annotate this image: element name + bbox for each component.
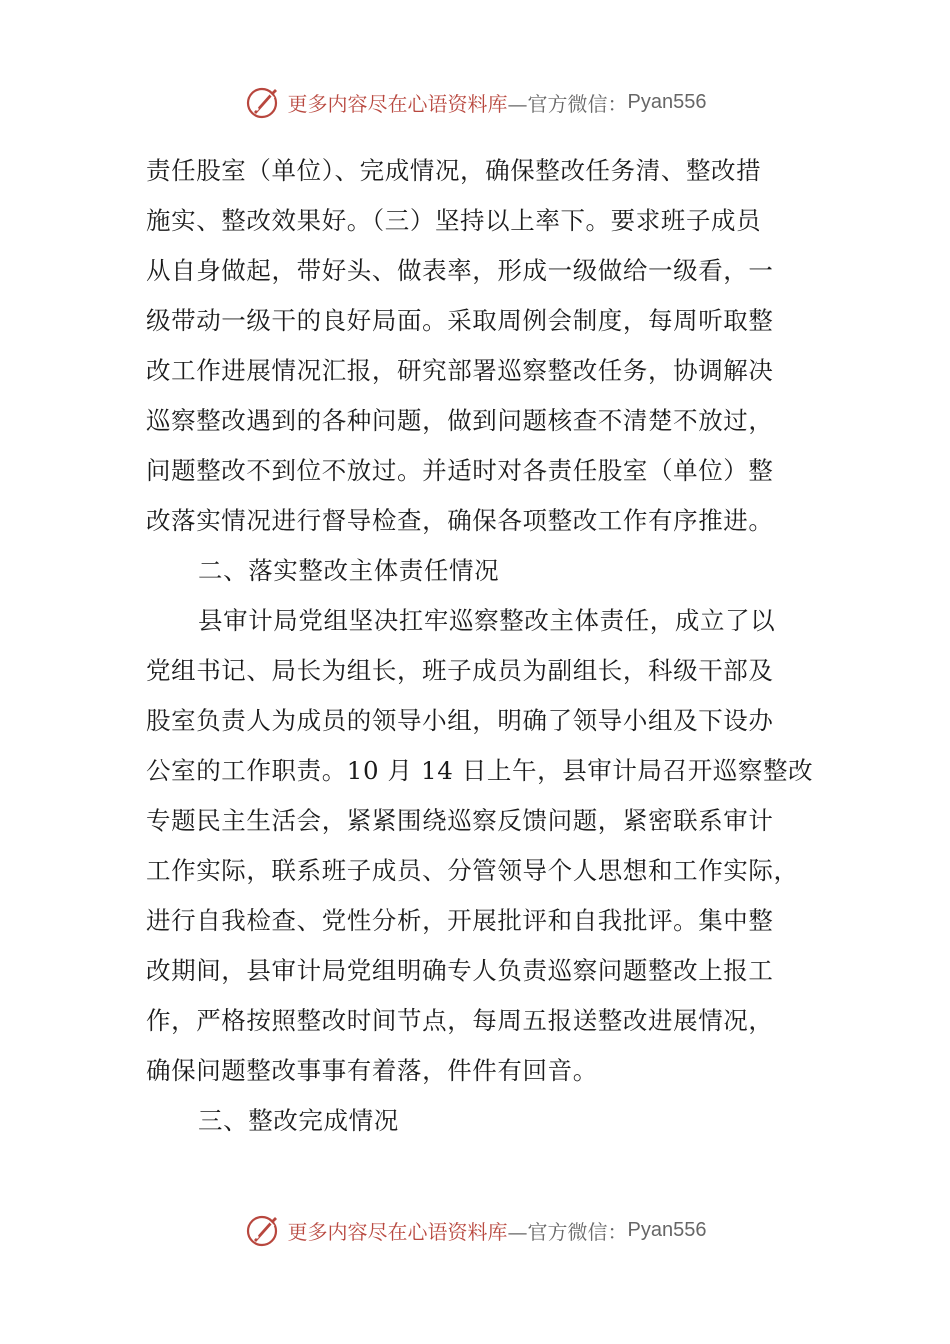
body-line-14: 专题民主生活会，紧紧围绕巡察反馈问题，紧密联系审计 xyxy=(146,806,774,835)
body-line-1: 责任股室（单位）、完成情况，确保整改任务清、整改措 xyxy=(146,156,762,185)
pen-nib-logo-icon xyxy=(244,82,284,122)
body-line-4: 级带动一级干的良好局面。采取周例会制度，每周听取整 xyxy=(146,306,774,335)
footer-wechat-id: Pyan556 xyxy=(627,1218,707,1241)
body-line-8: 改落实情况进行督导检查，确保各项整改工作有序推进。 xyxy=(146,506,774,535)
body-line-19: 确保问题整改事事有着落，件件有回音。 xyxy=(146,1056,598,1085)
body-line-12: 股室负责人为成员的领导小组，明确了领导小组及下设办 xyxy=(146,706,774,735)
header-banner xyxy=(0,80,950,124)
body-line-2: 施实、整改效果好。（三）坚持以上率下。要求班子成员 xyxy=(146,206,762,235)
body-line-5: 改工作进展情况汇报，研究部署巡察整改任务，协调解决 xyxy=(146,356,774,385)
body-line-7: 问题整改不到位不放过。并适时对各责任股室（单位）整 xyxy=(146,456,774,485)
body-line-18: 作，严格按照整改时间节点，每周五报送整改进展情况， xyxy=(146,1006,774,1035)
body-line-16: 进行自我检查、党性分析，开展批评和自我批评。集中整 xyxy=(146,906,774,935)
body-line-17: 改期间，县审计局党组明确专人负责巡察问题整改上报工 xyxy=(146,956,774,985)
body-line-6: 巡察整改遇到的各种问题，做到问题核查不清楚不放过， xyxy=(146,406,774,435)
body-line-10: 县审计局党组坚决扛牢巡察整改主体责任，成立了以 xyxy=(198,606,776,635)
footer-banner xyxy=(0,1208,950,1252)
body-line-15: 工作实际，联系班子成员、分管领导个人思想和工作实际， xyxy=(146,856,799,885)
banner-wechat-label: —官方微信： xyxy=(507,91,628,116)
banner-site-name: 更多内容尽在心语资料库 xyxy=(287,91,508,116)
banner-wechat-id: Pyan556 xyxy=(627,90,707,113)
section-heading-3: 三、整改完成情况 xyxy=(198,1106,399,1135)
footer-wechat-label: —官方微信： xyxy=(507,1219,628,1244)
footer-site-name: 更多内容尽在心语资料库 xyxy=(287,1219,508,1244)
body-line-11: 党组书记、局长为组长，班子成员为副组长，科级干部及 xyxy=(146,656,774,685)
document-body xyxy=(146,146,814,1146)
section-heading-2: 二、落实整改主体责任情况 xyxy=(198,556,500,585)
body-line-3: 从自身做起，带好头、做表率，形成一级做给一级看，一 xyxy=(146,256,774,285)
pen-nib-logo-icon xyxy=(244,1210,284,1250)
body-line-13: 公室的工作职责。10 月 14 日上午，县审计局召开巡察整改 xyxy=(146,756,814,785)
